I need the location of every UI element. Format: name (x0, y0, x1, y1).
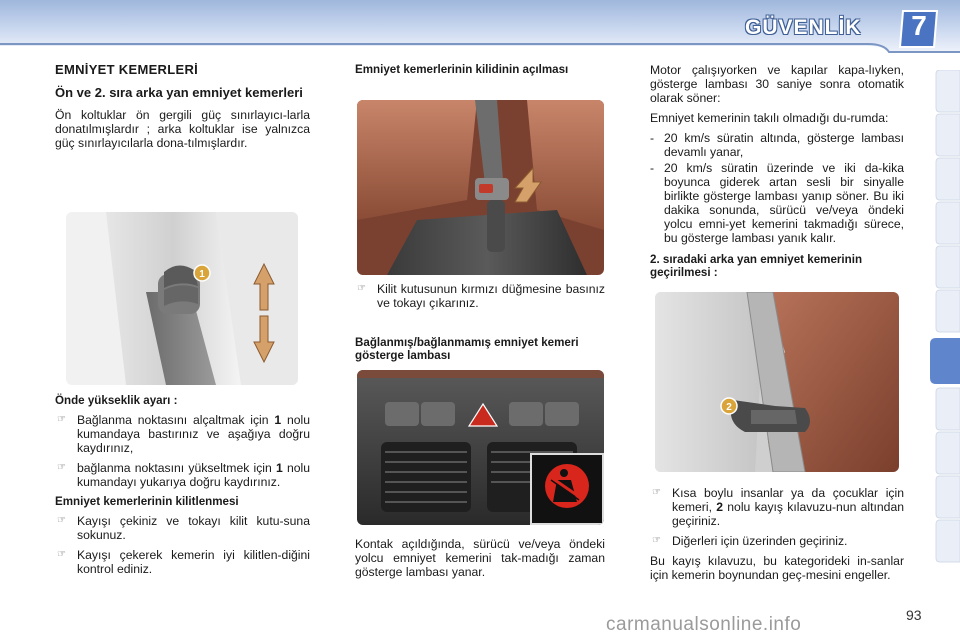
buckle-illustration (357, 100, 604, 275)
unlock-step: ☞ Kilit kutusunun kırmızı düğmesine basınız ve tokayı çıkarınız. (357, 282, 605, 310)
unlock-title: Emniyet kemerlerinin kilidinin açılması (355, 63, 569, 76)
locking-step-2: ☞ Kayışı çekerek kemerin iyi kilitlen-diğini kontrol ediniz. (57, 548, 310, 576)
hand-pointer-icon: ☞ (57, 462, 66, 473)
column-middle-bottom (355, 537, 605, 585)
header-swoosh-decoration (0, 40, 960, 56)
column-left-lower (55, 394, 310, 582)
watermark: carmanualsonline.info (606, 614, 802, 635)
hand-pointer-icon: ☞ (57, 414, 66, 425)
height-adjust-illustration (66, 212, 298, 385)
column-middle (355, 63, 605, 82)
indicator-title: Bağlanmış/bağlanmamış emniyet kemeri gösterge lambası (355, 336, 579, 362)
height-adjust-photo (66, 212, 298, 385)
photo-marker-1: 1 (199, 269, 205, 280)
hand-pointer-icon: ☞ (57, 515, 66, 526)
intro-paragraph: Ön koltuklar ön gergili güç sınırlayıcı-larla donatılmışlardır ; arka koltuklar ise yalnızca güç sınırlayıcılarla dona-tılmışlardır. (55, 108, 310, 150)
column-right-lower (650, 486, 904, 588)
hand-pointer-icon: ☞ (57, 549, 66, 560)
chapter-number: 7 (911, 10, 927, 41)
locking-title: Emniyet kemerlerinin kilitlenmesi (55, 495, 239, 508)
height-adjust-step-raise: ☞ bağlanma noktasını yükseltmek için 1 nolu kumandayı yukarıya doğru kaydırınız. (57, 461, 310, 489)
rear-belt-photo (655, 292, 899, 472)
page-number: 93 (906, 607, 922, 623)
locking-step-1: ☞ Kayışı çekiniz ve tokayı kilit kutu-suna sokunuz. (57, 514, 310, 542)
buckle-photo (357, 100, 604, 275)
unfastened-paragraph: Emniyet kemerinin takılı olmadığı du-rumda: (650, 111, 889, 125)
hand-pointer-icon: ☞ (652, 487, 661, 498)
column-right (650, 63, 904, 285)
rear-guide-step-2: ☞ Diğerleri için üzerinden geçiriniz. (652, 534, 848, 548)
below-speed-item: - 20 km/s süratin altında, gösterge lambası devamlı yanar, (650, 131, 904, 159)
subsection-title: Ön ve 2. sıra arka yan emniyet kemerleri (55, 85, 303, 100)
above-speed-item: - 20 km/s süratin üzerinde ve iki da-kika boyunca giderek artan sesli bir sinyalle birlikte gösterge lambası yanıp söner. Bu iki dakika sonunda, sürücü ve/veya öndeki yolcu emni-yet kemerini takmadığı sürece, bu gösterge lambası yanık kalır. (650, 161, 904, 245)
hand-pointer-icon: ☞ (652, 535, 661, 546)
rear-guide-paragraph: Bu kayış kılavuzu, bu kategorideki in-sanlar için kemerin boynundan geç-mesini engeller. (650, 554, 904, 582)
height-adjust-title: Önde yükseklik ayarı : (55, 394, 178, 407)
section-title: EMNİYET KEMERLERİ (55, 62, 199, 77)
photo-marker-2: 2 (726, 402, 732, 413)
rear-belt-title: 2. sıradaki arka yan emniyet kemerinin geçirilmesi : (650, 253, 863, 279)
dashboard-photo (357, 370, 604, 525)
column-left (55, 63, 310, 156)
rear-belt-illustration (655, 292, 899, 472)
auto-off-paragraph: Motor çalışıyorken ve kapılar kapa-lıyken, gösterge lambası 30 saniye sonra otomatik olarak söner: (650, 63, 904, 105)
indicator-paragraph: Kontak açıldığında, sürücü ve/veya öndeki yolcu emniyet kemerini tak-madığı zaman gösterge lambası yanar. (355, 537, 605, 579)
rear-guide-step-1: ☞ Kısa boylu insanlar ya da çocuklar için kemeri, 2 nolu kayış kılavuzu-nun altından geçiriniz. (652, 486, 905, 528)
indicator-heading-block (355, 336, 605, 368)
hand-pointer-icon: ☞ (357, 283, 366, 294)
chapter-title: GÜVENLİK (745, 16, 862, 39)
height-adjust-step-lower: ☞ Bağlanma noktasını alçaltmak için 1 nolu kumandaya bastırınız ve aşağıya doğru kaydırınız, (57, 413, 310, 455)
chapter-tabs (926, 70, 960, 570)
dashboard-illustration (357, 370, 604, 525)
column-middle-lower (355, 282, 605, 316)
